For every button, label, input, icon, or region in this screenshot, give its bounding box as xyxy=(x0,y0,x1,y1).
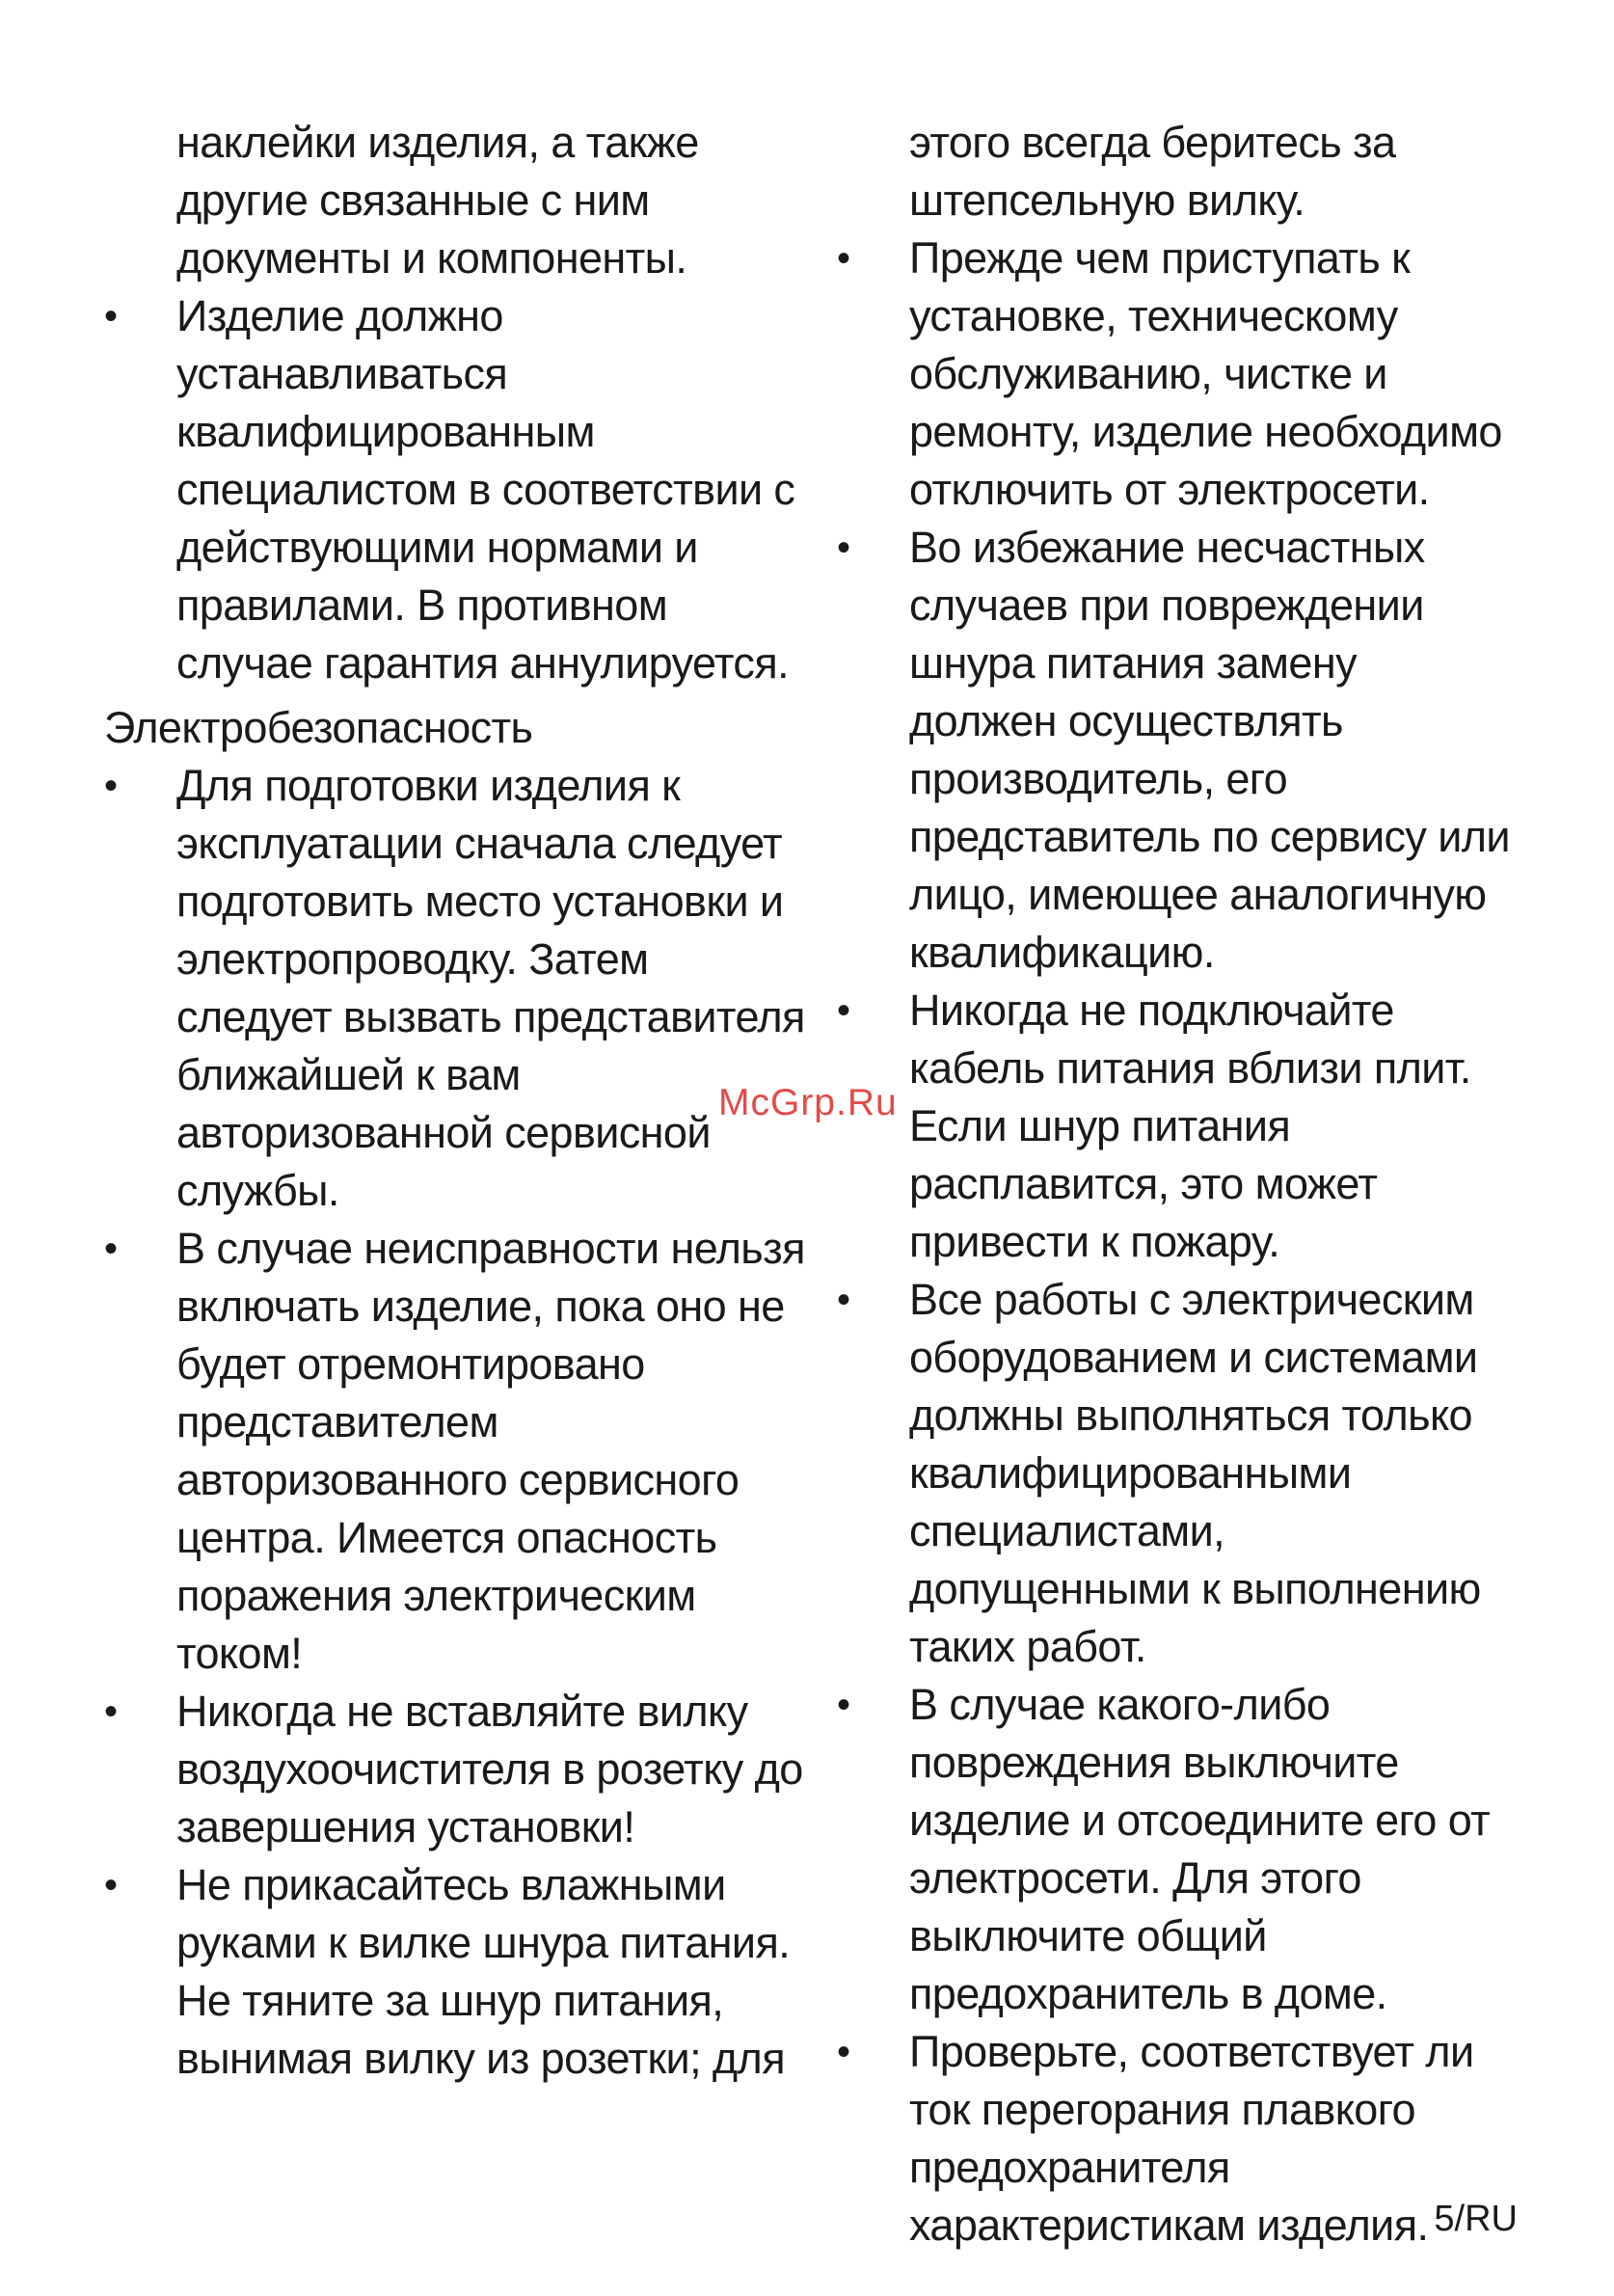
bullet-item: • В случае какого-либо повреждения выключите изделие и отсоедините его от электросети. Для этого выключите общий предохранитель в доме. xyxy=(837,1676,1512,2023)
bullet-item: • Все работы с электрическим оборудованием и системами должны выполняться только квалифицированными специалистами, допущенными к выполнению таких работ. xyxy=(837,1271,1512,1676)
right-column xyxy=(837,114,1512,2255)
watermark-text: McGrp.Ru xyxy=(718,1082,898,1123)
bullet-item: • Никогда не подключайте кабель питания вблизи плит. Если шнур питания расплавится, это может привести к пожару. xyxy=(837,982,1512,1271)
section-heading: Электробезопасность xyxy=(104,703,533,752)
bullet-item: • Изделие должно устанавливаться квалифицированным специалистом в соответствии с действующими нормами и правилами. В противном случае гарантия аннулируется. xyxy=(104,287,808,692)
bullet-item: • Проверьте, соответствует ли ток перегорания плавкого предохранителя характеристикам изделия. xyxy=(837,2023,1512,2255)
bullet-item: • Не прикасайтесь влажными руками к вилке шнура питания. Не тяните за шнур питания, вынимая вилку из розетки; для xyxy=(104,1856,808,2088)
page-number: 5/RU xyxy=(1434,2199,1518,2239)
bullet-item: • В случае неисправности нельзя включать изделие, пока оно не будет отремонтировано представителем авторизованного сервисного центра. Имеется опасность поражения электрическим током! xyxy=(104,1220,808,1683)
bullet-item: • Во избежание несчастных случаев при повреждении шнура питания замену должен осуществлять производитель, его представитель по сервису или лицо, имеющее аналогичную квалификацию. xyxy=(837,519,1512,982)
continuation-text: этого всегда беритесь за штепсельную вилку. xyxy=(909,118,1396,225)
bullet-item: • Прежде чем приступать к установке, техническому обслуживанию, чистке и ремонту, изделие необходимо отключить от электросети. xyxy=(837,230,1512,519)
continuation-text: наклейки изделия, а также другие связанные с ним документы и компоненты. xyxy=(176,118,699,283)
left-column xyxy=(104,114,808,2088)
bullet-item: • Никогда не вставляйте вилку воздухоочистителя в розетку до завершения установки! xyxy=(104,1683,808,1856)
bullet-item: • Для подготовки изделия к эксплуатации сначала следует подготовить место установки и электропроводку. Затем следует вызвать представителя ближайшей к вам авторизованной сервисной службы. xyxy=(104,757,808,1220)
